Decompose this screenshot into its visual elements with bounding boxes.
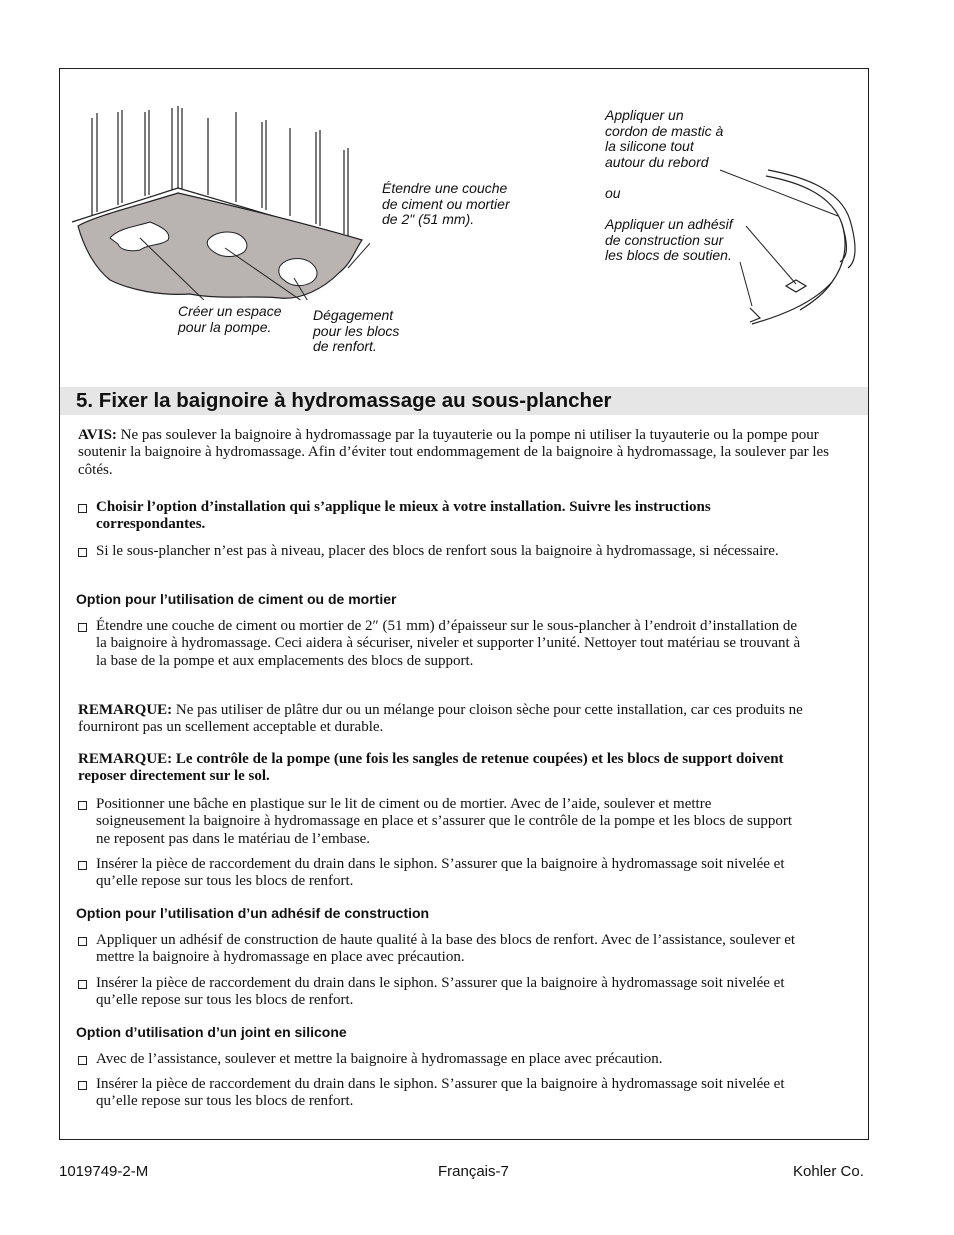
caption-line: autour du rebord bbox=[605, 153, 709, 170]
list-item bbox=[78, 618, 804, 670]
checkbox-icon bbox=[78, 861, 87, 870]
list-item-text: Si le sous-plancher n’est pas à niveau, placer des blocs de renfort sous la baignoire à hydromassage, si nécessaire. bbox=[96, 543, 779, 559]
caption-line: de renfort. bbox=[313, 338, 377, 354]
caption-line: Étendre une couche bbox=[382, 180, 508, 196]
checkbox-icon bbox=[78, 504, 87, 513]
caption-line: Dégagement bbox=[313, 307, 394, 323]
list-item-text: Insérer la pièce de raccordement du drain dans le siphon. S’assurer que la baignoire à hydromassage soit nivelée et qu’elle repose sur tous les blocs de renfort. bbox=[96, 856, 785, 890]
footer-doc-number: 1019749-2-M bbox=[59, 1163, 149, 1180]
note-label: REMARQUE: bbox=[78, 702, 173, 718]
checkbox-icon bbox=[78, 980, 87, 989]
caption-construction-adhesive bbox=[605, 217, 733, 264]
caption-line: les blocs de soutien. bbox=[605, 247, 732, 263]
caption-pump-space bbox=[178, 304, 282, 335]
list-item bbox=[78, 543, 804, 560]
list-item bbox=[78, 932, 804, 967]
caption-line: de construction sur bbox=[605, 231, 724, 248]
mortar-floor-illustration bbox=[70, 100, 370, 300]
checkbox-icon bbox=[78, 623, 87, 632]
list-item bbox=[78, 1076, 804, 1111]
caption-fragment: de bbox=[382, 211, 402, 227]
list-item-text: Positionner une bâche en plastique sur le lit de ciment ou de mortier. Avec de l’aide, soulever et mettre soigneusement la baignoire à hydromassage en place et s’assurer que le contrôle de la pompe et les blocs de support ne reposent pas dans le matériau de l’embase. bbox=[96, 796, 793, 847]
list-item bbox=[78, 1051, 804, 1068]
caption-line bbox=[382, 212, 510, 228]
checkbox-icon bbox=[78, 1081, 87, 1090]
note-paragraph bbox=[78, 702, 830, 737]
notice-label: AVIS: bbox=[78, 427, 117, 443]
caption-mortar-layer bbox=[382, 181, 510, 228]
caption-line: cordon de mastic à bbox=[605, 122, 724, 139]
list-item bbox=[78, 856, 804, 891]
caption-line: Appliquer un bbox=[605, 107, 684, 123]
list-item-text: Insérer la pièce de raccordement du drain dans le siphon. S’assurer que la baignoire à hydromassage soit nivelée et qu’elle repose sur tous les blocs de renfort. bbox=[96, 975, 785, 1009]
caption-silicone-mastic bbox=[605, 108, 723, 170]
notice-paragraph bbox=[78, 427, 830, 479]
caption-line: Appliquer un adhésif bbox=[605, 216, 733, 232]
footer-page-number: Français-7 bbox=[438, 1163, 509, 1180]
caption-fragment: 2" (51 mm). bbox=[401, 211, 475, 227]
checkbox-icon bbox=[78, 548, 87, 557]
note-paragraph bbox=[78, 751, 830, 786]
checkbox-icon bbox=[78, 937, 87, 946]
footer-company: Kohler Co. bbox=[793, 1163, 864, 1180]
list-item bbox=[78, 975, 804, 1010]
list-item-text: Insérer la pièce de raccordement du drain dans le siphon. S’assurer que la baignoire à hydromassage soit nivelée et qu’elle repose sur tous les blocs de renfort. bbox=[96, 1076, 785, 1110]
option-adhesive-heading: Option pour l’utilisation d’un adhésif de construction bbox=[76, 905, 430, 921]
list-item-text: Appliquer un adhésif de construction de haute qualité à la base des blocs de renfort. Avec de l’assistance, soulever et mettre la baignoire à hydromassage en place avec précaution. bbox=[96, 932, 796, 966]
option-silicone-heading: Option d’utilisation d’un joint en silicone bbox=[76, 1024, 347, 1040]
option-cement-heading: Option pour l’utilisation de ciment ou de mortier bbox=[76, 591, 397, 607]
list-item-text: Choisir l’option d’installation qui s’applique le mieux à votre installation. Suivre les instructions correspondantes. bbox=[96, 499, 711, 533]
list-item bbox=[78, 499, 804, 534]
section-title: 5. Fixer la baignoire à hydromassage au sous-plancher bbox=[76, 389, 612, 412]
note-label: REMARQUE: bbox=[78, 751, 173, 767]
checkbox-icon bbox=[78, 801, 87, 810]
note-text: Ne pas utiliser de plâtre dur ou un mélange pour cloison sèche pour cette installation, car ces produits ne fourniront pas un scellement acceptable et durable. bbox=[78, 702, 803, 736]
list-item-text: Avec de l’assistance, soulever et mettre la baignoire à hydromassage en place avec précaution. bbox=[96, 1051, 663, 1067]
caption-line: de ciment ou mortier bbox=[382, 195, 510, 212]
caption-line: Créer un espace bbox=[178, 303, 282, 319]
caption-line: pour les blocs bbox=[313, 322, 400, 339]
caption-clearance bbox=[313, 308, 399, 355]
checkbox-icon bbox=[78, 1056, 87, 1065]
list-item bbox=[78, 796, 804, 848]
note-text: Le contrôle de la pompe (une fois les sangles de retenue coupées) et les blocs de support doivent reposer directement sur le sol. bbox=[78, 751, 784, 785]
caption-or: ou bbox=[605, 185, 621, 201]
list-item-text: Étendre une couche de ciment ou mortier de 2″ (51 mm) d’épaisseur sur le sous-plancher à l’endroit d’installation de la baignoire à hydromassage. Ceci aidera à sécuriser, niveler et supporter l’unité. Nettoyer tout matériau se trouvant à la base de la pompe et aux emplacements des blocs de support. bbox=[96, 618, 801, 669]
caption-line: pour la pompe. bbox=[178, 318, 272, 335]
caption-line: la silicone tout bbox=[605, 138, 694, 154]
notice-text: Ne pas soulever la baignoire à hydromassage par la tuyauterie ou la pompe ni utiliser la tuyauterie ou la pompe pour soutenir la baignoire à hydromassage. Afin d’éviter tout endommagement de la baignoire à hydromassage, la soulever par les côtés. bbox=[78, 427, 830, 478]
